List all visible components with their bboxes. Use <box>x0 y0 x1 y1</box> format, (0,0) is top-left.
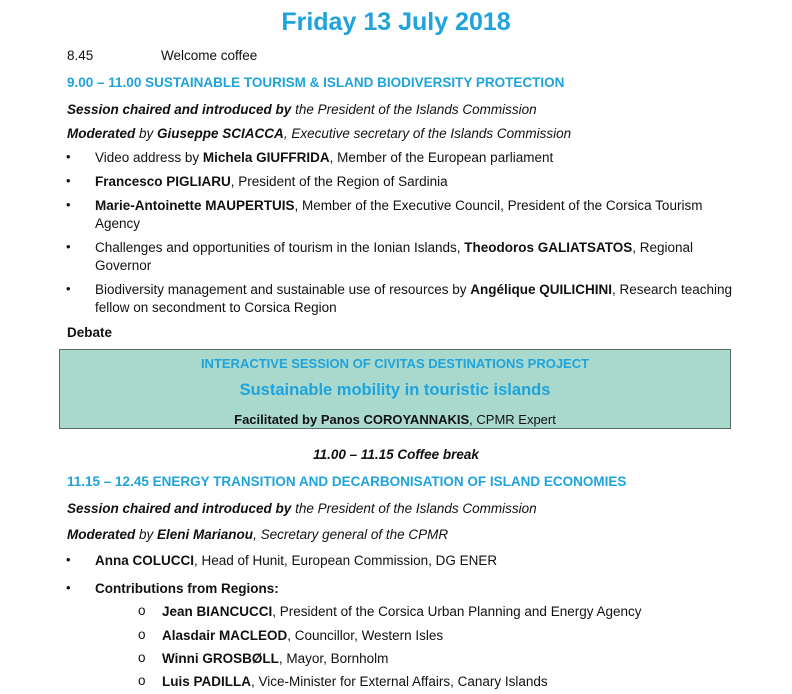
region-role: , Vice-Minister for External Affairs, Canary Islands <box>251 674 548 689</box>
session1-moderator <box>67 125 571 143</box>
list-item <box>95 281 732 299</box>
item-name: Marie-Antoinette MAUPERTUIS <box>95 198 295 213</box>
welcome-label: Welcome coffee <box>161 48 258 63</box>
session2-mod-role: , Secretary general of the CPMR <box>253 527 449 542</box>
session1-chair-label: Session chaired and introduced by <box>67 102 292 117</box>
list-item <box>95 149 553 167</box>
welcome-time: 8.45 <box>67 48 94 63</box>
item-name: Contributions from Regions: <box>95 581 279 596</box>
region-name: Winni GROSBØLL <box>162 651 279 666</box>
item-pre: Biodiversity management and sustainable use of resources by <box>95 282 471 297</box>
item-name: Michela GIUFFRIDA <box>202 150 330 165</box>
region-item <box>162 650 388 668</box>
item-name: Angélique QUILICHINI <box>470 282 612 297</box>
civitas-box <box>59 349 731 429</box>
item-name: Theodoros GALIATSATOS <box>464 240 633 255</box>
session2-mod-label: Moderated <box>67 527 136 542</box>
item-post: , President of the Region of Sardinia <box>230 174 448 189</box>
item-post: , Member of the European parliament <box>329 150 554 165</box>
debate-label: Debate <box>67 325 113 340</box>
session2-chair-label: Session chaired and introduced by <box>67 501 292 516</box>
bullet-icon: • <box>66 197 71 212</box>
session1-mod-name: Giuseppe SCIACCA <box>157 126 284 141</box>
session1-mod-role: , Executive secretary of the Islands Commission <box>283 126 572 141</box>
item-post: , Research teaching <box>611 282 733 297</box>
region-role: , Mayor, Bornholm <box>278 651 389 666</box>
item-name: Anna COLUCCI <box>95 553 194 568</box>
page-title: Friday 13 July 2018 <box>281 8 511 36</box>
region-name: Jean BIANCUCCI <box>162 604 273 619</box>
item-post: , Head of Hunit, European Commission, DG ENER <box>194 553 498 568</box>
session2-mod-by: by <box>135 527 158 542</box>
civitas-subtitle: Sustainable mobility in touristic islands <box>239 381 551 399</box>
session1-mod-by: by <box>135 126 158 141</box>
region-item <box>162 673 548 691</box>
facilitator-name: Facilitated by Panos COROYANNAKIS <box>234 412 470 427</box>
circle-bullet-icon: o <box>138 603 146 618</box>
session1-chair-text: the President of the Islands Commission <box>291 102 537 117</box>
session2-chair-text: the President of the Islands Commission <box>291 501 537 516</box>
bullet-icon: • <box>66 552 71 567</box>
circle-bullet-icon: o <box>138 650 146 665</box>
item-continuation: fellow on secondment to Corsica Region <box>95 300 337 315</box>
list-item <box>95 239 693 257</box>
civitas-facilitator <box>60 412 730 427</box>
session1-mod-label: Moderated <box>67 126 136 141</box>
list-item <box>95 580 279 598</box>
bullet-icon: • <box>66 149 71 164</box>
circle-bullet-icon: o <box>138 673 146 688</box>
session1-heading: 9.00 – 11.00 SUSTAINABLE TOURISM & ISLAND BIODIVERSITY PROTECTION <box>67 75 565 90</box>
civitas-heading: INTERACTIVE SESSION OF CIVITAS DESTINATIONS PROJECT <box>200 356 590 371</box>
session2-heading: 11.15 – 12.45 ENERGY TRANSITION AND DECARBONISATION OF ISLAND ECONOMIES <box>67 474 627 489</box>
circle-bullet-icon: o <box>138 627 146 642</box>
bullet-icon: • <box>66 239 71 254</box>
region-name: Alasdair MACLEOD <box>162 628 288 643</box>
region-item <box>162 603 642 621</box>
region-item <box>162 627 443 645</box>
facilitator-role: , CPMR Expert <box>469 412 556 427</box>
item-pre: Challenges and opportunities of tourism in the Ionian Islands, <box>95 240 465 255</box>
item-post: , Member of the Executive Council, President of the Corsica Tourism <box>294 198 703 213</box>
region-name: Luis PADILLA <box>162 674 251 689</box>
region-role: , President of the Corsica Urban Planning and Energy Agency <box>272 604 642 619</box>
item-continuation: Governor <box>95 258 152 273</box>
list-item <box>95 552 497 570</box>
item-name: Francesco PIGLIARU <box>95 174 231 189</box>
region-role: , Councillor, Western Isles <box>287 628 444 643</box>
item-continuation: Agency <box>95 216 141 231</box>
list-item <box>95 173 448 191</box>
bullet-icon: • <box>66 281 71 296</box>
coffee-break: 11.00 – 11.15 Coffee break <box>313 447 479 462</box>
bullet-icon: • <box>66 173 71 188</box>
item-pre: Video address by <box>95 150 203 165</box>
session2-chair <box>67 500 537 518</box>
session2-moderator <box>67 526 448 544</box>
item-post: , Regional <box>632 240 694 255</box>
bullet-icon: • <box>66 580 71 595</box>
list-item <box>95 197 702 215</box>
session2-mod-name: Eleni Marianou <box>157 527 254 542</box>
session1-chair <box>67 101 537 119</box>
